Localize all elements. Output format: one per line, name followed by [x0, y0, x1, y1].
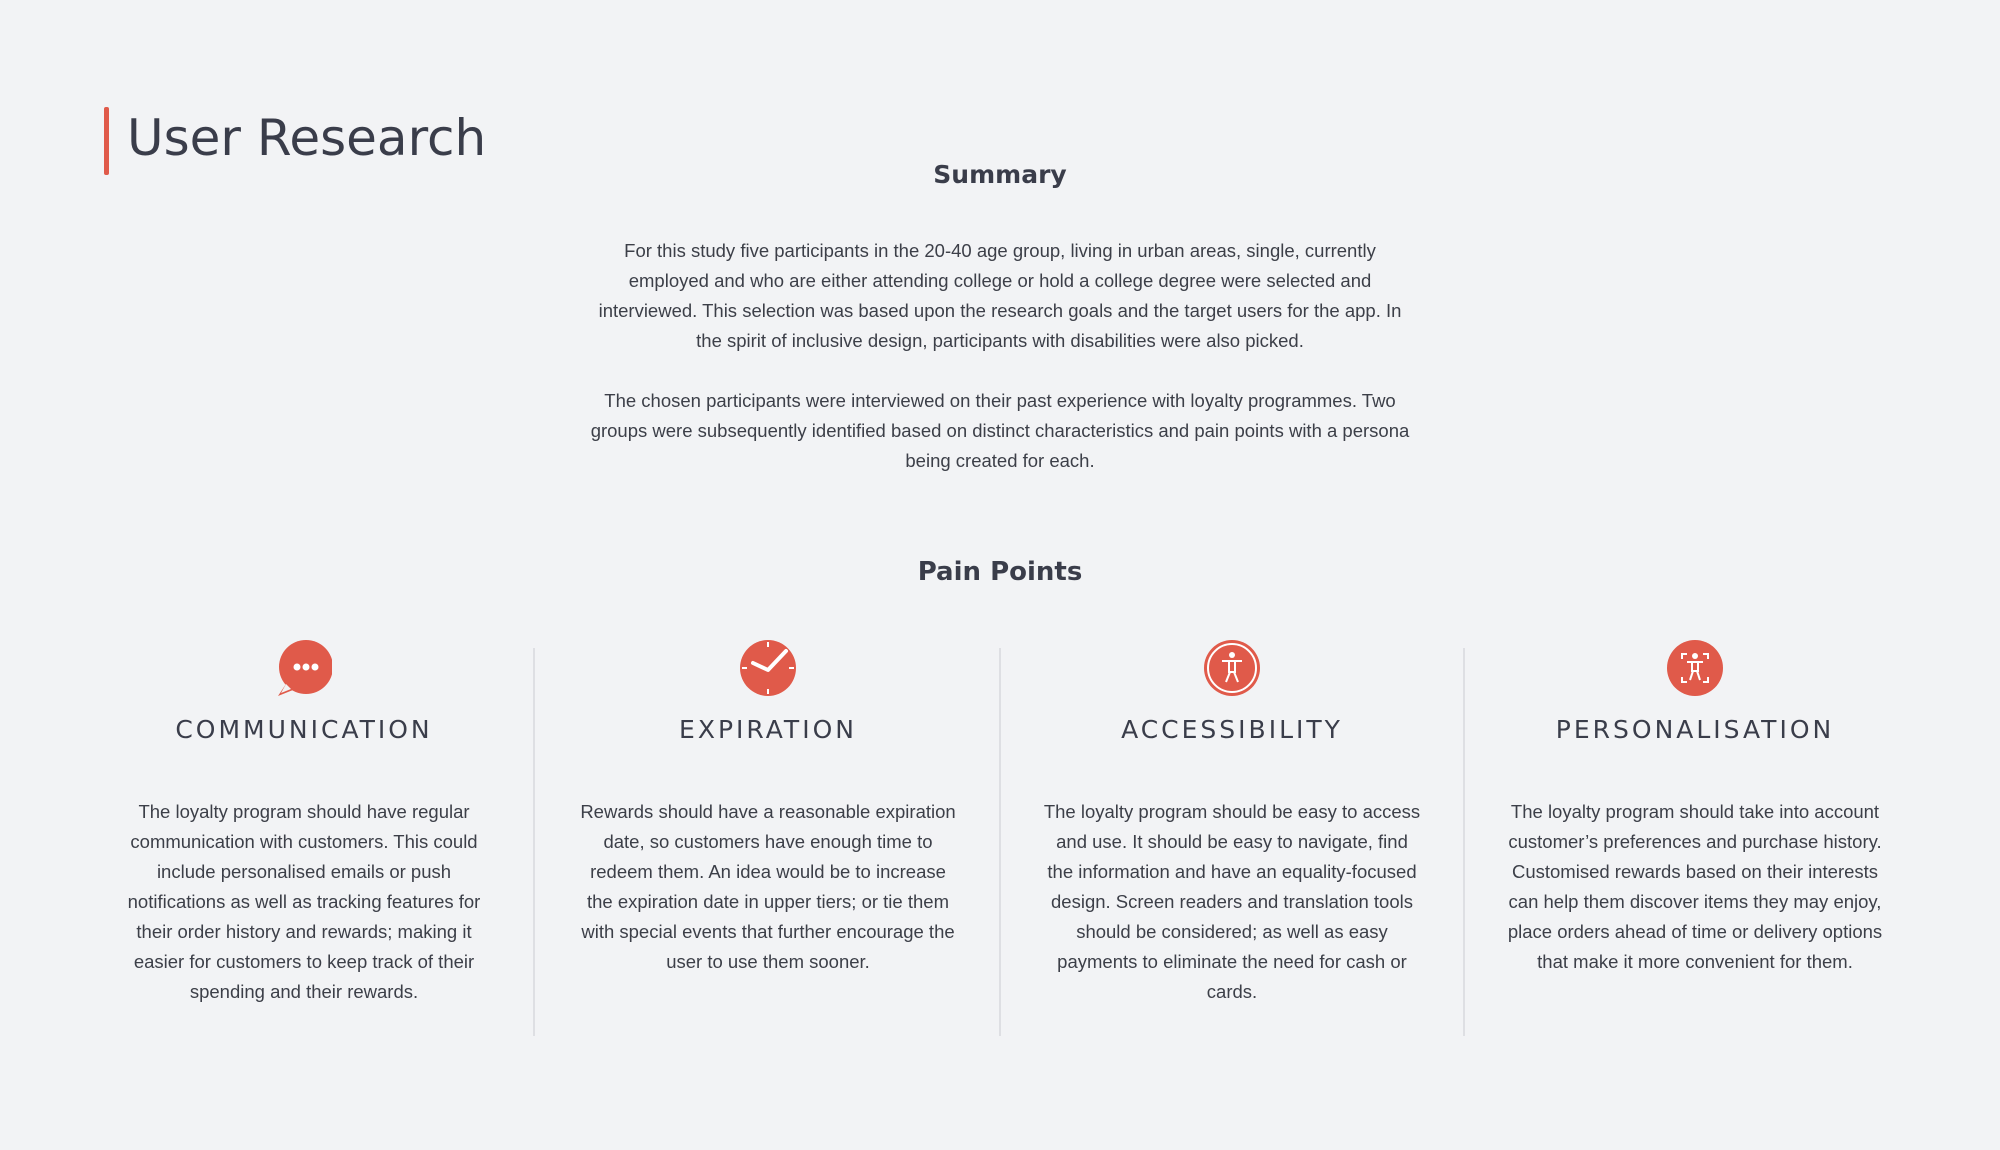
- pain-point-personalisation: [1505, 640, 1885, 977]
- pain-point-expiration: [578, 640, 958, 977]
- column-divider: [1463, 648, 1465, 1036]
- column-divider: [999, 648, 1001, 1036]
- pain-point-text: Rewards should have a reasonable expiration date, so customers have enough time to redeem them. An idea would be to increase the expiration date in upper tiers; or tie them with special events that further encourage the user to use them sooner.: [580, 801, 956, 972]
- pain-point-title: ACCESSIBILITY: [1121, 715, 1343, 744]
- pain-point-title: EXPIRATION: [679, 715, 857, 744]
- pain-point-text: The loyalty program should have regular communication with customers. This could include personalised emails or push notifications as well as tracking features for their order history and rewards; making it easier for customers to keep track of their spending and their rewards.: [127, 801, 481, 1002]
- summary-paragraph: For this study five participants in the 20-40 age group, living in urban areas, single, currently employed and who are either attending college or hold a college degree were selected and interviewed. This selection was based upon the research goals and the target users for the app. In the spirit of inclusive design, participants with disabilities were also picked.: [598, 240, 1402, 351]
- pain-points-heading: Pain Points: [917, 557, 1083, 587]
- pain-point-communication: [114, 640, 494, 1007]
- summary-body: [590, 236, 1410, 476]
- pain-point-accessibility: [1042, 640, 1422, 1007]
- pain-point-text: The loyalty program should take into account customer’s preferences and purchase history. Customised rewards based on their interests can help them discover items they may enjoy, place orders ahead of time or delivery options that make it more convenient for them.: [1507, 801, 1883, 972]
- pain-point-text: The loyalty program should be easy to access and use. It should be easy to navigate, find the information and have an equality-focused design. Screen readers and translation tools should be considered; as well as easy payments to eliminate the need for cash or cards.: [1043, 801, 1421, 1002]
- summary-heading: Summary: [933, 160, 1067, 189]
- pain-point-title: COMMUNICATION: [175, 715, 433, 744]
- pain-point-title: PERSONALISATION: [1555, 715, 1835, 744]
- column-divider: [533, 648, 535, 1036]
- summary-paragraph: The chosen participants were interviewed on their past experience with loyalty programmes. Two groups were subsequently identified based on distinct characteristics and pain points with a persona being created for each.: [590, 390, 1410, 471]
- clock-icon: [740, 640, 796, 696]
- person-focus-icon: [1667, 640, 1723, 696]
- accessibility-icon: [1204, 640, 1260, 696]
- page-title: User Research: [127, 109, 487, 167]
- chat-bubble-icon: [276, 640, 332, 696]
